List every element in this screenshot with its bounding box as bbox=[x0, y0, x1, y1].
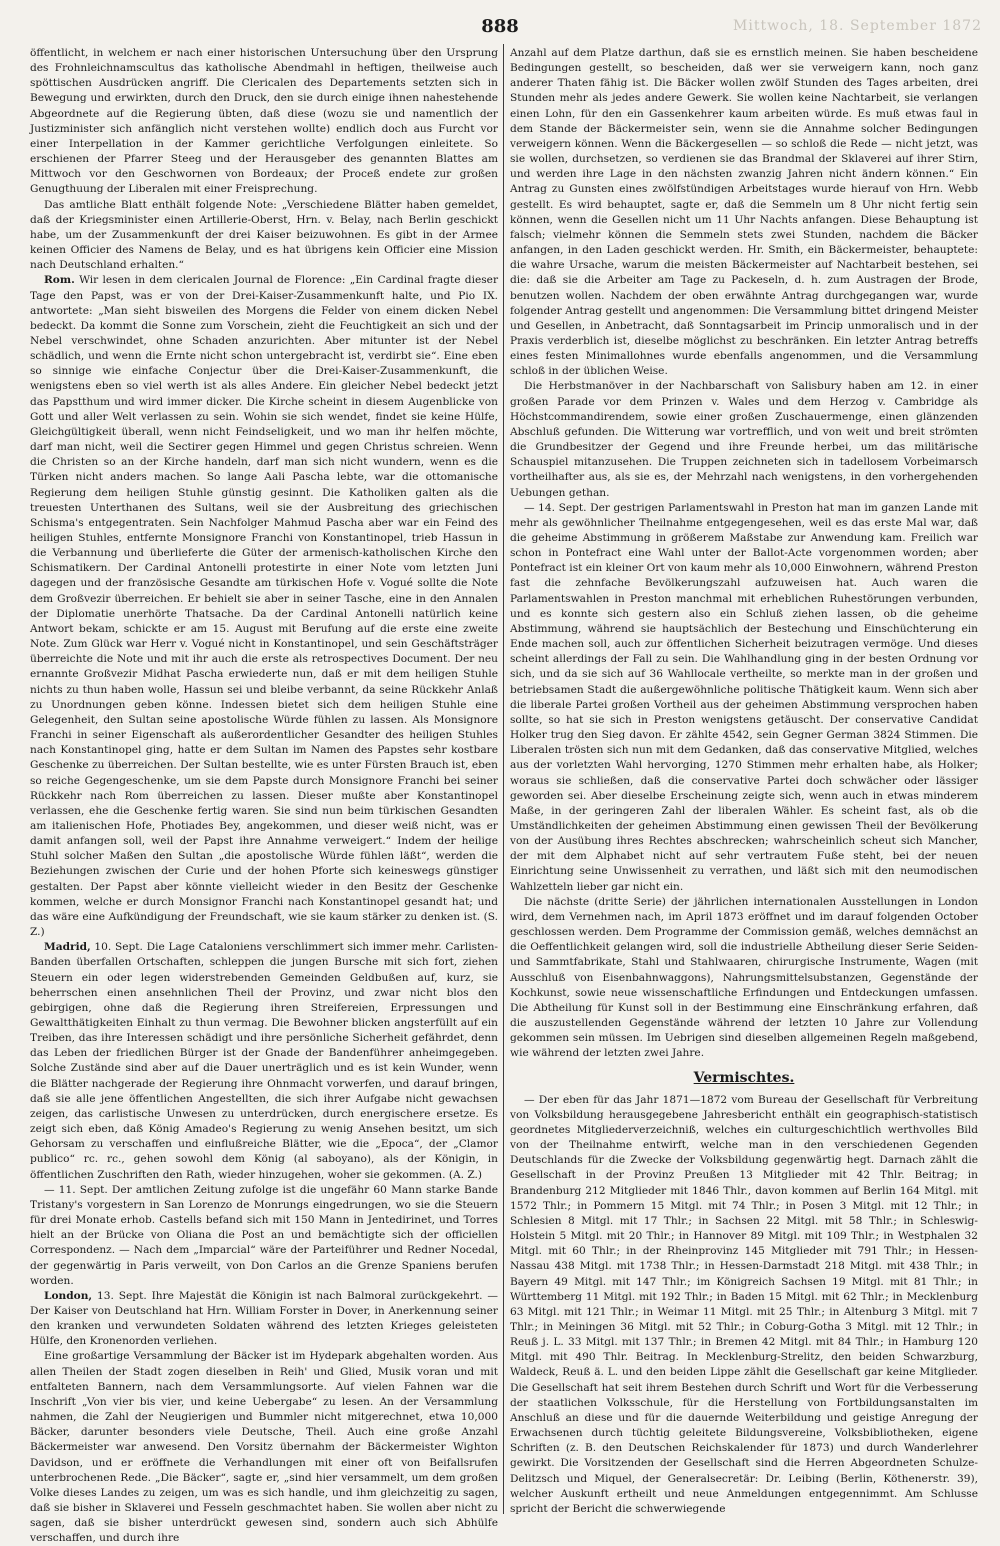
dateline-place: Madrid, bbox=[44, 941, 91, 954]
dateline-place: London, bbox=[44, 1289, 93, 1302]
article-paragraph bbox=[30, 1289, 498, 1350]
article-text: Wir lesen in dem clericalen Journal de Florence: „Ein Cardinal fragte dieser Tage den Papst, was er von der Drei-Kaiser-Zusammenkunft halte, und Pio IX. antwortete: „Man sieht bisweilen des Morgens die Felder von einem dicken Nebel bedeckt. Da kommt die Sonne zum Vorschein, zieht die Feuchtigkeit an sich und der Nebel verschwindet, ohne Schaden anzurichten. Aber mitunter ist der Nebel schädlich, und wenn die Ernte nicht schon untergebracht ist, verdirbt sie“. Eine eben so sinnige wie einfache Conjectur über die Drei-Kaiser-Zusammenkunft, die wenigstens eben so viel werth ist als alles Andere. Ein gleicher Nebel bedeckt jetzt das Papstthum und wird immer dicker. Die Kirche scheint in diesem Augenblicke von Gott und aller Welt verlassen zu sein. Wohin sie sich wendet, findet sie keine Hülfe, Gleichgültigkeit überall, wenn nicht Feindseligkeit, und wo man ihr helfen möchte, darf man nicht, weil die Sectirer gegen Himmel und gegen Christus schreien. Wenn die Christen so an der Kirche handeln, darf man sich nicht wundern, wenn es die Türken nicht anders machen. So lange Aali Pascha lebte, war die ottomanische Regierung dem heiligen Stuhle günstig gesinnt. Die Katholiken galten als die treuesten Unterthanen des Sultans, weil sie der Ausbreitung des griechischen Schisma's entgegentraten. Sein Nachfolger Mahmud Pascha aber war ein Feind des heiligen Stuhles, entfernte Monsignore Franchi von Konstantinopel, trieb Hassun in die Verbannung und überlieferte die Güter der armenisch-katholischen Kirche den Schismatikern. Der Cardinal Antonelli protestirte in einer Note vom letzten Juni dagegen und der französische Gesandte am türkischen Hofe v. Vogué sollte die Note dem Großvezir überreichen. Er behielt sie aber in seiner Tasche, eine in den Annalen der Diplomatie unerhörte Thatsache. Da der Cardinal Antonelli natürlich keine Antwort bekam, schickte er am 15. August mit Berufung auf die erste eine zweite Note. Zum Glück war Herr v. Vogué nicht in Konstantinopel, und sein Geschäftsträger überreichte die Note und mit ihr auch die erste als retrospectives Document. Der neu ernannte Großvezir Midhat Pascha erwiederte nun, daß er mit dem heiligen Stuhle nichts zu thun haben wolle, Hassun sei und bleibe verbannt, da seine Rückkehr Anlaß zu Unordnungen geben könne. Indessen bietet sich dem heiligen Stuhle eine Gelegenheit, den Sultan seine apostolische Würde fühlen zu lassen. Als Monsignore Franchi in seiner Eigenschaft als außerordentlicher Gesandter des heiligen Stuhles nach Konstantinopel ging, hatte er dem Sultan im Namen des Papstes sehr kostbare Geschenke zu überreichen. Der Sultan bestellte, wie es unter Fürsten Brauch ist, eben so reiche Gegengeschenke, um sie dem Papste durch Monsignore Franchi bei seiner Rückkehr nach Rom überreichen zu lassen. Dieser mußte aber Konstantinopel verlassen, ehe die Geschenke fertig waren. Sie sind nun beim türkischen Gesandten am italienischen Hofe, Photiades Bey, angekommen, und dieser weiß nicht, was er damit anfangen soll, weil der Papst ihre Annahme verweigert.“ Indem der heilige Stuhl solcher Maßen den Sultan „die apostolische Würde fühlen läßt“, werden die Beziehungen zwischen der Curie und der hohen Pforte sich keineswegs günstiger gestalten. Der Papst aber könnte vielleicht wieder in den Besitz der Geschenke kommen, welche er durch Monsignor Franchi nach Konstantinopel gesandt hat; und das wäre eine Aufkündigung der Freundschaft, wie sie kaum stärker zu denken ist. (S. Z.) bbox=[30, 274, 499, 939]
article-paragraph bbox=[30, 273, 498, 940]
article-paragraph bbox=[30, 940, 498, 1183]
article-paragraph: öffentlicht, in welchem er nach einer historischen Untersuchung über den Ursprung des Frohnleichnamscultus das katholische Abendmahl in heftigen, theilweise auch spöttischen Ausdrücken angriff. Die Clericalen des Departements setzten sich in Bewegung und erwirkten, durch den Druck, den sie durch einige ihnen nahestehende Abgeordnete auf die Regierung übten, daß diese (wozu sie und namentlich der Justizminister sich anfänglich nicht verstehen wollte) endlich doch aus Furcht vor einer Interpellation in der Kammer gerichtliche Verfolgungen einleitete. So erschienen der Pfarrer Steeg und der Herausgeber des genannten Blattes am Mittwoch vor den Geschwornen von Bordeaux; der Proceß endete zur großen Genugthuung der Liberalen mit einer Freisprechung. bbox=[30, 47, 498, 196]
show-through-date: Mittwoch, 18. September 1872 bbox=[733, 18, 982, 34]
article-paragraph: Die nächste (dritte Serie) der jährlichen internationalen Ausstellungen in London wird, dem Vernehmen nach, im April 1873 eröffnet und im darauf folgenden October geschlossen werden. Dem Programme der Commission gemäß, welches demnächst an die Oeffentlichkeit gelangen wird, soll die industrielle Abtheilung dieser Serie Seiden- und Sammtfabrikate, Stahl und Stahlwaaren, chirurgische Instrumente, Wagen (mit Ausschluß von Eisenbahnwaggons), Nahrungsmittelsubstanzen, Gegenstände der Kochkunst, sowie neue wissenschaftliche Erfindungen und Entdeckungen umfassen. Die Abtheilung für Kunst soll in der Bestimmung eine Einschränkung erfahren, daß die auszustellenden Gegenstände während der letzten 10 Jahre zur Vollendung gekommen sein müssen. Im Uebrigen sind dieselben allgemeinen Regeln maßgebend, wie während der letzten zwei Jahre. bbox=[510, 895, 978, 1060]
page-header bbox=[0, 14, 1000, 40]
right-column bbox=[510, 46, 978, 1514]
article-text: 10. Sept. Die Lage Cataloniens verschlimmert sich immer mehr. Carlisten-Banden überfallen Ortschaften, schleppen die jungen Bursche mit sich fort, ziehen Steuern ein oder legen widerstrebenden Gemeinden Geldbußen auf, kurz, sie beherrschen einen ansehnlichen Theil der Provinz, und zwar nicht blos den gebirgigen, ohne daß die Regierung ihren Streifereien, Erpressungen und Gewaltthätigkeiten Einhalt zu thun vermag. Die Bewohner blicken angsterfüllt auf ein Treiben, das ihre Interessen schädigt und ihre persönliche Sicherheit gefährdet, denn das Leben der friedlichen Bürger ist der Gnade der Bandenführer anheimgegeben. Solche Zustände sind aber auf die Dauer unerträglich und es ist kein Wunder, wenn die Blätter nachgerade der Regierung ihre Ohnmacht vorwerfen, und darauf bringen, daß sie alle jene öffentlichen Angestellten, die sich ihrer Aufgabe nicht gewachsen zeigen, das carlistische Unwesen zu unterdrücken, durch energischere ersetze. Es zeigt sich eben, daß König Amadeo's Regierung zu wenig Ansehen besitzt, um sich Gehorsam zu verschaffen und einflußreiche Blätter, wie die „Epoca“, der „Clamor publico“ rc. rc., gehen sowohl dem König (al saboyano), als der Königin, in öffentlichen Zuschriften den Rath, wieder hinzugehen, woher sie gekommen. (A. Z.) bbox=[30, 941, 498, 1181]
article-paragraph: — 11. Sept. Der amtlichen Zeitung zufolge ist die ungefähr 60 Mann starke Bande Tristany's vorgestern in San Lorenzo de Monrungs eingedrungen, wo sie die Steuern für drei Monate erhob. Castells befand sich mit 150 Mann in Jentedirinet, und Torres hielt an der Brücke von Oliana die Post an und bemächtigte sich der officiellen Correspondenz. — Nach dem „Imparcial“ wäre der Parteiführer und Redner Nocedal, der gegenwärtig in Paris verweilt, von Don Carlos an die Grenze Spaniens berufen worden. bbox=[30, 1183, 498, 1287]
left-column bbox=[30, 46, 499, 1545]
column-divider bbox=[503, 44, 504, 1514]
article-paragraph: Die Herbstmanöver in der Nachbarschaft von Salisbury haben am 12. in einer großen Parade vor dem Prinzen v. Wales und dem Herzog v. Cambridge als Höchstcommandirendem, sowie einer großen Zuschauermenge, einen glänzenden Abschluß gefunden. Die Witterung war vortrefflich, und von weit und breit strömten die Grundbesitzer der Gegend und ihre Freunde herbei, um das militärische Schauspiel mitanzusehen. Die Truppen zeichneten sich in tadellosem Vorbeimarsch vortheilhafter aus, als sie es, der Mehrzahl nach wenigstens, in den vorhergehenden Uebungen gethan. bbox=[510, 380, 978, 499]
article-paragraph: — 14. Sept. Der gestrigen Parlamentswahl in Preston hat man im ganzen Lande mit mehr als gewöhnlicher Theilnahme entgegengesehen, weil es das erste Mal war, daß die geheime Abstimmung in größerem Maßstabe zur Anwendung kam. Freilich war schon in Pontefract eine Wahl unter der Ballot-Acte vorgenommen worden; aber Pontefract ist ein kleiner Ort von kaum mehr als 10,000 Einwohnern, während Preston fast die zehnfache Bevölkerungszahl aufzuweisen hat. Auch waren die Parlamentswahlen in Preston manchmal mit erheblichen Ruhestörungen verbunden, und es konnte sich gestern also ein Schluß ziehen lassen, ob die geheime Abstimmung, während sie hauptsächlich der Bestechung und Einschüchterung ein Ende machen soll, auch zur öffentlichen Sicherheit beizutragen vermöge. Und dieses scheint allerdings der Fall zu sein. Die Wahlhandlung ging in der besten Ordnung vor sich, und da sie sich auf 36 Wahllocale vertheilte, so merkte man in der großen und betriebsamen Stadt die außergewöhnliche politische Thätigkeit kaum. Wenn sich aber die liberale Partei großen Vortheil aus der geheimen Abstimmung versprochen haben sollte, so hat sie sich in Preston wenigstens getäuscht. Der conservative Candidat Holker trug den Sieg davon. Er zählte 4542, sein Gegner German 3824 Stimmen. Die Liberalen trösten sich nun mit dem Gedanken, daß das conservative Mitglied, welches aus der vorletzten Wahl hervorging, 1270 Stimmen mehr erhalten habe, als Holker; woraus sie schließen, daß die conservative Partei doch schwächer oder lässiger geworden sei. Aber dieselbe Erscheinung zeigte sich, wenn auch in etwas minderem Maße, in der geringeren Zahl der liberalen Wähler. Es scheint fast, als ob die Umständlichkeiten der geheimen Abstimmung einen gewissen Theil der Bevölkerung von der Ausübung ihres Rechtes abschrecken; wahrscheinlich scheut sich Mancher, der mit dem Alphabet nicht auf sehr vertrautem Fuße steht, bei der neuen Einrichtung seine Unwissenheit zu verrathen, und läßt sich mit den neumodischen Wahlzetteln lieber gar nicht ein. bbox=[510, 501, 978, 893]
article-text: 13. Sept. Ihre Majestät die Königin ist nach Balmoral zurückgekehrt. — Der Kaiser von Deutschland hat Hrn. William Forster in Dover, in Anerkennung seiner den kranken und verwundeten Soldaten während des letzten Krieges geleisteten Hülfe, den Kronenorden verliehen. bbox=[30, 1289, 499, 1348]
page-number: 888 bbox=[481, 16, 519, 37]
article-paragraph: — Der eben für das Jahr 1871—1872 vom Bureau der Gesellschaft für Verbreitung von Volksbildung herausgegebene Jahresbericht enthält ein geographisch-statistisch geordnetes Mitgliederverzeichniß, welches ein culturgeschichtlich werthvolles Bild von der Theilnahme entwirft, welche man in den verschiedenen Gegenden Deutschlands für die Zwecke der Volksbildung gegenwärtig hegt. Darnach zählt die Gesellschaft in der Provinz Preußen 13 Mitglieder mit 42 Thlr. Beitrag; in Brandenburg 212 Mitglieder mit 1846 Thlr., davon kommen auf Berlin 164 Mitgl. mit 1572 Thlr.; in Pommern 15 Mitgl. mit 74 Thlr.; in Posen 3 Mitgl. mit 12 Thlr.; in Schlesien 8 Mitgl. mit 17 Thlr.; in Sachsen 22 Mitgl. mit 58 Thlr.; in Schleswig-Holstein 5 Mitgl. mit 20 Thlr.; in Hannover 89 Mitgl. mit 109 Thlr.; in Westphalen 32 Mitgl. mit 60 Thlr.; in der Rheinprovinz 145 Mitglieder mit 791 Thlr.; in Hessen-Nassau 438 Mitgl. mit 1738 Thlr.; in Hessen-Darmstadt 218 Mitgl. mit 438 Thlr.; in Bayern 49 Mitgl. mit 147 Thlr.; im Königreich Sachsen 19 Mitgl. mit 81 Thlr.; in Württemberg 11 Mitgl. mit 192 Thlr.; in Baden 15 Mitgl. mit 62 Thlr.; in Mecklenburg 63 Mitgl. mit 121 Thlr.; in Weimar 11 Mitgl. mit 25 Thlr.; in Altenburg 3 Mitgl. mit 7 Thlr.; in Meiningen 36 Mitgl. mit 52 Thlr.; in Coburg-Gotha 3 Mitgl. mit 12 Thlr.; in Reuß j. L. 33 Mitgl. mit 137 Thlr.; in Bremen 42 Mitgl. mit 84 Thlr.; in Hamburg 120 Mitgl. mit 490 Thlr. Beitrag. In Mecklenburg-Strelitz, den beiden Schwarzburg, Waldeck, Reuß ä. L. und den beiden Lippe zählt die Gesellschaft gar keine Mitglieder. Die Gesellschaft hat seit ihrem Bestehen durch Schrift und Wort für die Verbesserung der staatlichen Volksschule, für die Herstellung von Fortbildungsanstalten im Anschluß an diese und für die dauernde Weiterbildung und geistige Anregung der Erwachsenen durch tüchtig geleitete Bildungsvereine, Volksbibliotheken, eigene Schriften (z. B. den Deutschen Reichskalender für 1873) und durch Wanderlehrer gewirkt. Die Vorsitzenden der Gesellschaft sind die Herren Abgeordneten Schulze-Delitzsch und Miquel, der Generalsecretär: Dr. Leibing (Berlin, Köthenerstr. 39), welcher Auskunft ertheilt und neue Anmeldungen entgegennimmt. Am Schlusse spricht der Bericht die schwerwiegende bbox=[510, 1093, 978, 1515]
article-paragraph: Eine großartige Versammlung der Bäcker ist im Hydepark abgehalten worden. Aus allen Theilen der Stadt zogen dieselben in Reih' und Glied, Musik voran und mit entfalteten Bannern, nach dem Versammlungsorte. Auf vielen Fahnen war die Inschrift „Von vier bis vier, und keine Uebergabe“ zu lesen. An der Versammlung nahmen, die Zahl der Neugierigen und Bummler nicht mitgerechnet, etwa 10,000 Bäcker, darunter besonders viele Deutsche, Theil. Auch eine große Anzahl Bäckermeister war anwesend. Den Vorsitz übernahm der Bäckermeister Wighton Davidson, und er eröffnete die Verhandlungen mit einer oft von Beifallsrufen unterbrochenen Rede. „Die Bäcker“, sagte er, „sind hier versammelt, um dem großen Volke dieses Landes zu zeigen, um was es sich handle, und ihm gleichzeitig zu sagen, daß sie bisher in Sklaverei und Fesseln geschmachtet haben. Sie wollen aber nicht zu sagen, daß sie bisher unterdrückt gewesen sind, sondern auch sich Abhülfe verschaffen, und durch ihre bbox=[30, 1350, 498, 1545]
section-heading: Vermischtes. bbox=[693, 1070, 795, 1087]
dateline-place: Rom. bbox=[44, 274, 75, 287]
article-paragraph: Anzahl auf dem Platze darthun, daß sie es ernstlich meinen. Sie haben bescheidene Bedingungen gestellt, so bescheiden, daß wer sie verweigern kann, noch ganz anderer Thaten fähig ist. Die Bäcker wollen zwölf Stunden des Tages arbeiten, drei Stunden mehr als jedes andere Gewerk. Sie wollen keine Nachtarbeit, sie verlangen einen Lohn, für den ein Gassenkehrer kaum arbeiten würde. Es muß etwas faul in dem Stande der Bäckermeister sein, wenn sie die Annahme solcher Bedingungen verweigern können. Wenn die Bäckergesellen — so schloß die Rede — nicht jetzt, was sie wollen, durchsetzen, so verdienen sie das Brandmal der Sklaverei auf ihrer Stirn, und werden ihre Lage in den nächsten zwanzig Jahren nicht ändern können.“ Ein Antrag zu Gunsten eines zwölfstündigen Arbeitstages wurde hierauf von Hrn. Webb gestellt. Es wird behauptet, sagte er, daß die Semmeln um 8 Uhr nicht fertig sein können, wenn die Gesellen nicht um 11 Uhr Nachts anfangen. Diese Behauptung ist falsch; vielmehr können die Semmeln stets zwei Stunden, nachdem die Bäcker anfangen, in den Laden geschickt werden. Hr. Smith, ein Bäckermeister, behauptete: die wahre Ursache, warum die meisten Bäckermeister auf Nachtarbeit bestehen, sei die: daß sie die Arbeiter am Tage zu Packeseln, d. h. zum Austragen der Brode, benutzen wollen. Nachdem der oben erwähnte Antrag durchgegangen war, wurde folgender Antrag gestellt und angenommen: Die Versammlung bittet dringend Meister und Gesellen, in Anbetracht, daß Sonntagsarbeit im Princip unmoralisch und in der Praxis verderblich ist, dieselbe möglichst zu beschränken. Ein letzter Antrag betreffs eines festen Minimallohnes wurde ebenfalls angenommen, und die Versammlung schloß in der üblichen Weise. bbox=[510, 47, 978, 378]
article-paragraph: Das amtliche Blatt enthält folgende Note: „Verschiedene Blätter haben gemeldet, daß der Kriegsminister einen Artillerie-Oberst, Hrn. v. Belay, nach Berlin geschickt habe, um der Zusammenkunft der drei Kaiser beizuwohnen. Es gibt in der Armee keinen Officier des Namens de Belay, und es hat übrigens kein Officier eine Mission nach Deutschland erhalten.“ bbox=[30, 198, 498, 272]
